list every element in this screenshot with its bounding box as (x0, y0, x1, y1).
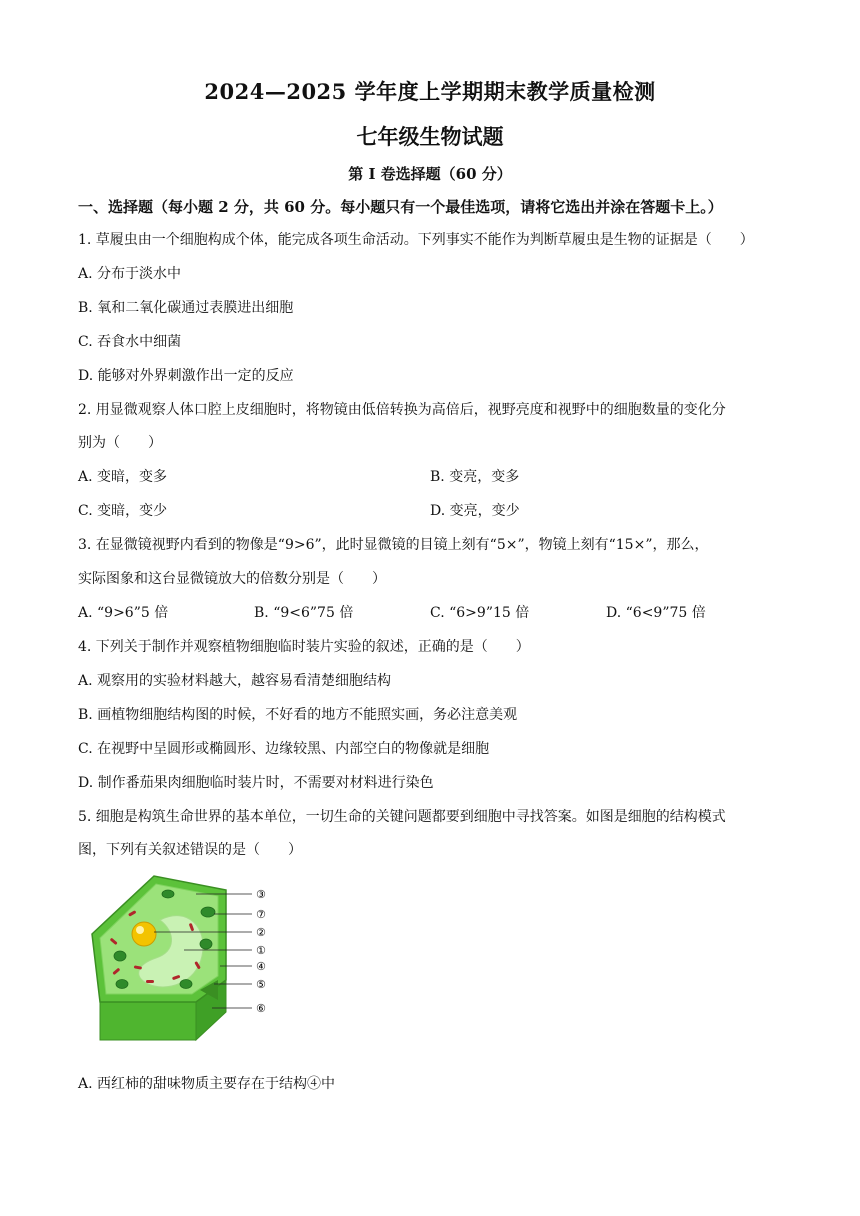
question-4-option-d: D. 制作番茄果肉细胞临时装片时，不需要对材料进行染色 (78, 775, 434, 791)
question-4-stem: 4. 下列关于制作并观察植物细胞临时装片实验的叙述，正确的是（ ） (78, 639, 530, 655)
question-2-option-b: B. 变亮，变多 (430, 469, 520, 485)
label-6: ⑥ (256, 1002, 266, 1015)
label-4: ④ (256, 960, 266, 973)
label-2: ② (256, 926, 266, 939)
question-4-option-b: B. 画植物细胞结构图的时候，不好看的地方不能照实画，务必注意美观 (78, 707, 518, 723)
question-2-option-c: C. 变暗，变少 (78, 503, 168, 519)
question-3-stem-line2: 实际图象和这台显微镜放大的倍数分别是（ ） (78, 571, 386, 587)
question-2-option-d: D. 变亮，变少 (430, 503, 520, 519)
section-heading: 一、选择题（每小题 2 分，共 60 分。每小题只有一个最佳选项，请将它选出并涂在答题卡上。） (78, 198, 723, 216)
question-2-stem-line2: 别为（ ） (78, 435, 162, 451)
exam-title: 2024—2025 学年度上学期期末教学质量检测 (204, 79, 656, 104)
question-5-stem-line1: 5. 细胞是构筑生命世界的基本单位，一切生命的关键问题都要到细胞中寻找答案。如图是细胞的结构模式 (78, 809, 726, 825)
question-3-stem-line1: 3. 在显微镜视野内看到的物像是“9>6”，此时显微镜的目镜上刻有“5×”，物镜上刻有“15×”，那么， (78, 537, 709, 553)
question-5-stem-line2: 图，下列有关叙述错误的是（ ） (78, 842, 302, 858)
exam-subject: 七年级生物试题 (356, 124, 504, 149)
nucleus (132, 922, 156, 946)
nucleolus (136, 926, 144, 934)
question-3-option-c: C. “6>9”15 倍 (430, 605, 530, 621)
question-1-option-b: B. 氧和二氧化碳通过表膜进出细胞 (78, 300, 294, 316)
question-1-stem: 1. 草履虫由一个细胞构成个体，能完成各项生命活动。下列事实不能作为判断草履虫是生物的证据是（ ） (78, 232, 754, 248)
label-7: ⑦ (256, 908, 266, 921)
label-3: ③ (256, 888, 266, 901)
question-1-option-c: C. 吞食水中细菌 (78, 334, 182, 350)
label-5: ⑤ (256, 978, 266, 991)
question-3-option-b: B. “9<6”75 倍 (254, 605, 354, 621)
question-1-option-d: D. 能够对外界刺激作出一定的反应 (78, 368, 294, 384)
question-3-option-a: A. “9>6”5 倍 (78, 605, 169, 621)
question-2-stem-line1: 2. 用显微观察人体口腔上皮细胞时，将物镜由低倍转换为高倍后，视野亮度和视野中的细胞数量的变化分 (78, 402, 726, 418)
question-3-option-d: D. “6<9”75 倍 (606, 605, 706, 621)
question-4-option-c: C. 在视野中呈圆形或椭圆形、边缘较黑、内部空白的物像就是细胞 (78, 741, 490, 757)
exam-part: 第 I 卷选择题（60 分） (348, 165, 512, 183)
question-2-option-a: A. 变暗，变多 (78, 469, 168, 485)
question-4-option-a: A. 观察用的实验材料越大，越容易看清楚细胞结构 (78, 673, 392, 689)
plant-cell-diagram (84, 872, 284, 1052)
question-1-option-a: A. 分布于淡水中 (78, 266, 182, 282)
question-5-option-a: A. 西红柿的甜味物质主要存在于结构④中 (78, 1076, 336, 1092)
label-1: ① (256, 944, 266, 957)
